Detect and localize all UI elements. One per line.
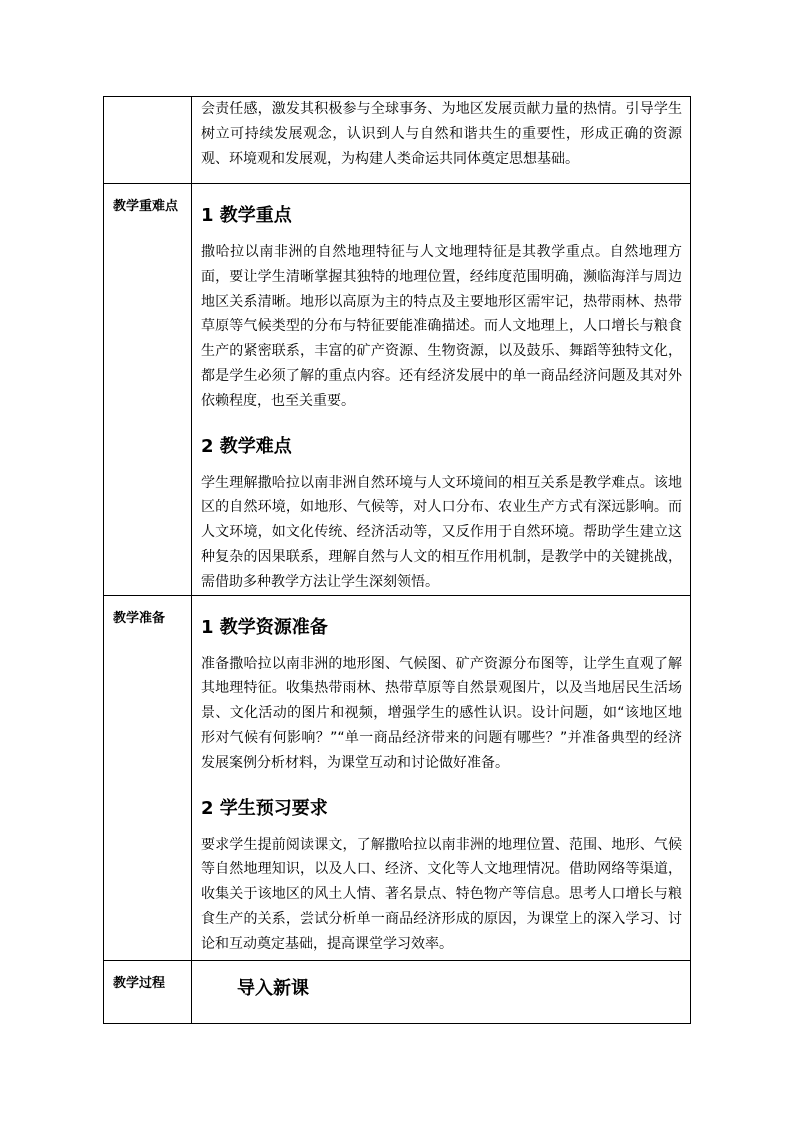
resources-paragraph: 准备撒哈拉以南非洲的地形图、气候图、矿产资源分布图等，让学生直观了解其地理特征。收集热带雨林、热带草原等自然景观图片，以及当地居民生活场景、文化活动的图片和视频，增强学生的感性认识。设计问题，如“该地区地形对气候有何影响？”“单一商品经济带来的问题有哪些？”并准备典型的经济发展案例分析材料，为课堂互动和讨论做好准备。 — [201, 655, 682, 771]
row-label-process: 教学过程 — [113, 975, 166, 991]
label-cell — [104, 184, 192, 596]
preview-paragraph: 要求学生提前阅读课文，了解撒哈拉以南非洲的地理位置、范围、地形、气候等自然地理知识，以及人口、经济、文化等人文地理情况。借助网络等渠道，收集关于该地区的风土人情、著名景点、特色物产等信息。思考人口增长与粮食生产的关系，尝试分析单一商品经济形成的原因，为课堂上的深入学习、讨论和互动奠定基础，提高课堂学习效率。 — [201, 836, 682, 952]
lesson-plan-table — [103, 96, 691, 1024]
label-cell-empty — [104, 97, 192, 184]
section-heading-key-points: 1 教学重点 — [201, 205, 292, 226]
table-row — [104, 595, 691, 960]
content-cell — [192, 97, 691, 184]
row-label-key-points: 教学重难点 — [113, 199, 179, 214]
row-label-preparation: 教学准备 — [113, 610, 166, 626]
content-cell — [192, 960, 691, 1023]
section-heading-preview: 2 学生预习要求 — [201, 797, 328, 819]
table-row — [104, 960, 691, 1023]
content-cell — [192, 595, 691, 960]
table-row — [104, 97, 691, 184]
table-row — [104, 184, 691, 596]
section-heading-difficulties: 2 教学难点 — [201, 435, 292, 457]
difficulties-paragraph: 学生理解撒哈拉以南非洲自然环境与人文环境间的相互关系是教学难点。该地区的自然环境，如地形、气候等，对人口分布、农业生产方式有深远影响。而人文环境，如文化传统、经济活动等，又反作用于自然环境。帮助学生建立这种复杂的因果联系，理解自然与人文的相互作用机制，是教学中的关键挑战，需借助多种教学方法让学生深刻领悟。 — [201, 474, 682, 590]
objective-continued-text: 会责任感，激发其积极参与全球事务、为地区发展贡献力量的热情。引导学生树立可持续发展观念，认识到人与自然和谐共生的重要性，形成正确的资源观、环境观和发展观，为构建人类命运共同体奠定思想基础。 — [201, 101, 682, 167]
section-heading-resources: 1 教学资源准备 — [201, 616, 328, 638]
key-points-paragraph: 撒哈拉以南非洲的自然地理特征与人文地理特征是其教学重点。自然地理方面，要让学生清晰掌握其独特的地理位置，经纬度范围明确，濒临海洋与周边地区关系清晰。地形以高原为主的特点及主要地形区需牢记，热带雨林、热带草原等气候类型的分布与特征要能准确描述。而人文地理上，人口增长与粮食生产的紧密联系，丰富的矿产资源、生物资源，以及鼓乐、舞蹈等独特文化，都是学生必须了解的重点内容。还有经济发展中的单一商品经济问题及其对外依赖程度，也至关重要。 — [201, 244, 682, 409]
label-cell — [104, 960, 192, 1023]
section-heading-intro: 导入新课 — [237, 977, 309, 999]
label-cell — [104, 595, 192, 960]
content-cell — [192, 184, 691, 596]
